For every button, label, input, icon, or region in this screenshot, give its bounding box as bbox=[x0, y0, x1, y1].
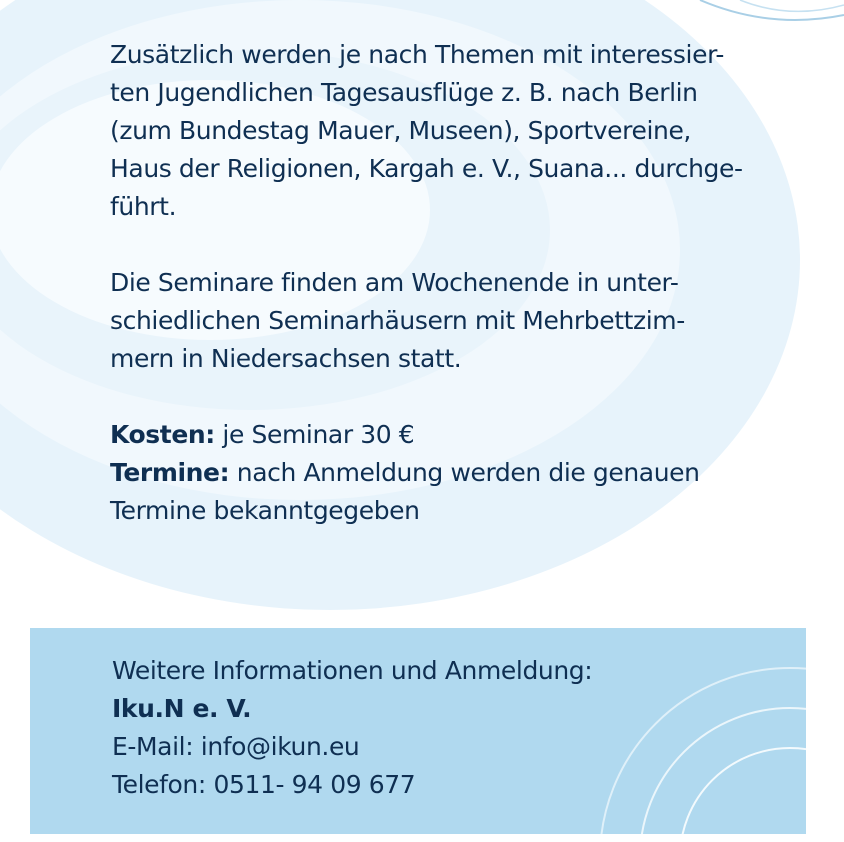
email-line: E-Mail: info@ikun.eu bbox=[112, 732, 360, 761]
paragraph-trips bbox=[110, 36, 790, 226]
text-line: mern in Niedersachsen statt. bbox=[110, 344, 462, 373]
info-heading: Weitere Informationen und Anmeldung: bbox=[112, 656, 593, 685]
body-text bbox=[110, 36, 800, 530]
paragraph-seminars bbox=[110, 264, 770, 378]
dates-value-line2: Termine bekanntgegeben bbox=[110, 496, 420, 525]
text-line: ten Jugendlichen Tagesausflüge z. B. nach Berlin bbox=[110, 78, 698, 107]
costs-label: Kosten: bbox=[110, 420, 215, 449]
info-box bbox=[30, 628, 806, 834]
text-line: Zusätzlich werden je nach Themen mit interessier- bbox=[110, 40, 724, 69]
text-line: führt. bbox=[110, 192, 177, 221]
text-line: (zum Bundestag Mauer, Museen), Sportvereine, bbox=[110, 116, 691, 145]
text-line: schiedlichen Seminarhäusern mit Mehrbettzim- bbox=[110, 306, 685, 335]
contact-info bbox=[112, 652, 592, 804]
dates-value-line1: nach Anmeldung werden die genauen bbox=[229, 458, 700, 487]
text-line: Haus der Religionen, Kargah e. V., Suana... durchge- bbox=[110, 154, 743, 183]
dates-label: Termine: bbox=[110, 458, 230, 487]
costs-and-dates bbox=[110, 416, 800, 530]
organization-name: Iku.N e. V. bbox=[112, 694, 252, 723]
costs-value: je Seminar 30 € bbox=[214, 420, 415, 449]
phone-line: Telefon: 0511- 94 09 677 bbox=[112, 770, 416, 799]
text-line: Die Seminare finden am Wochenende in unter- bbox=[110, 268, 679, 297]
